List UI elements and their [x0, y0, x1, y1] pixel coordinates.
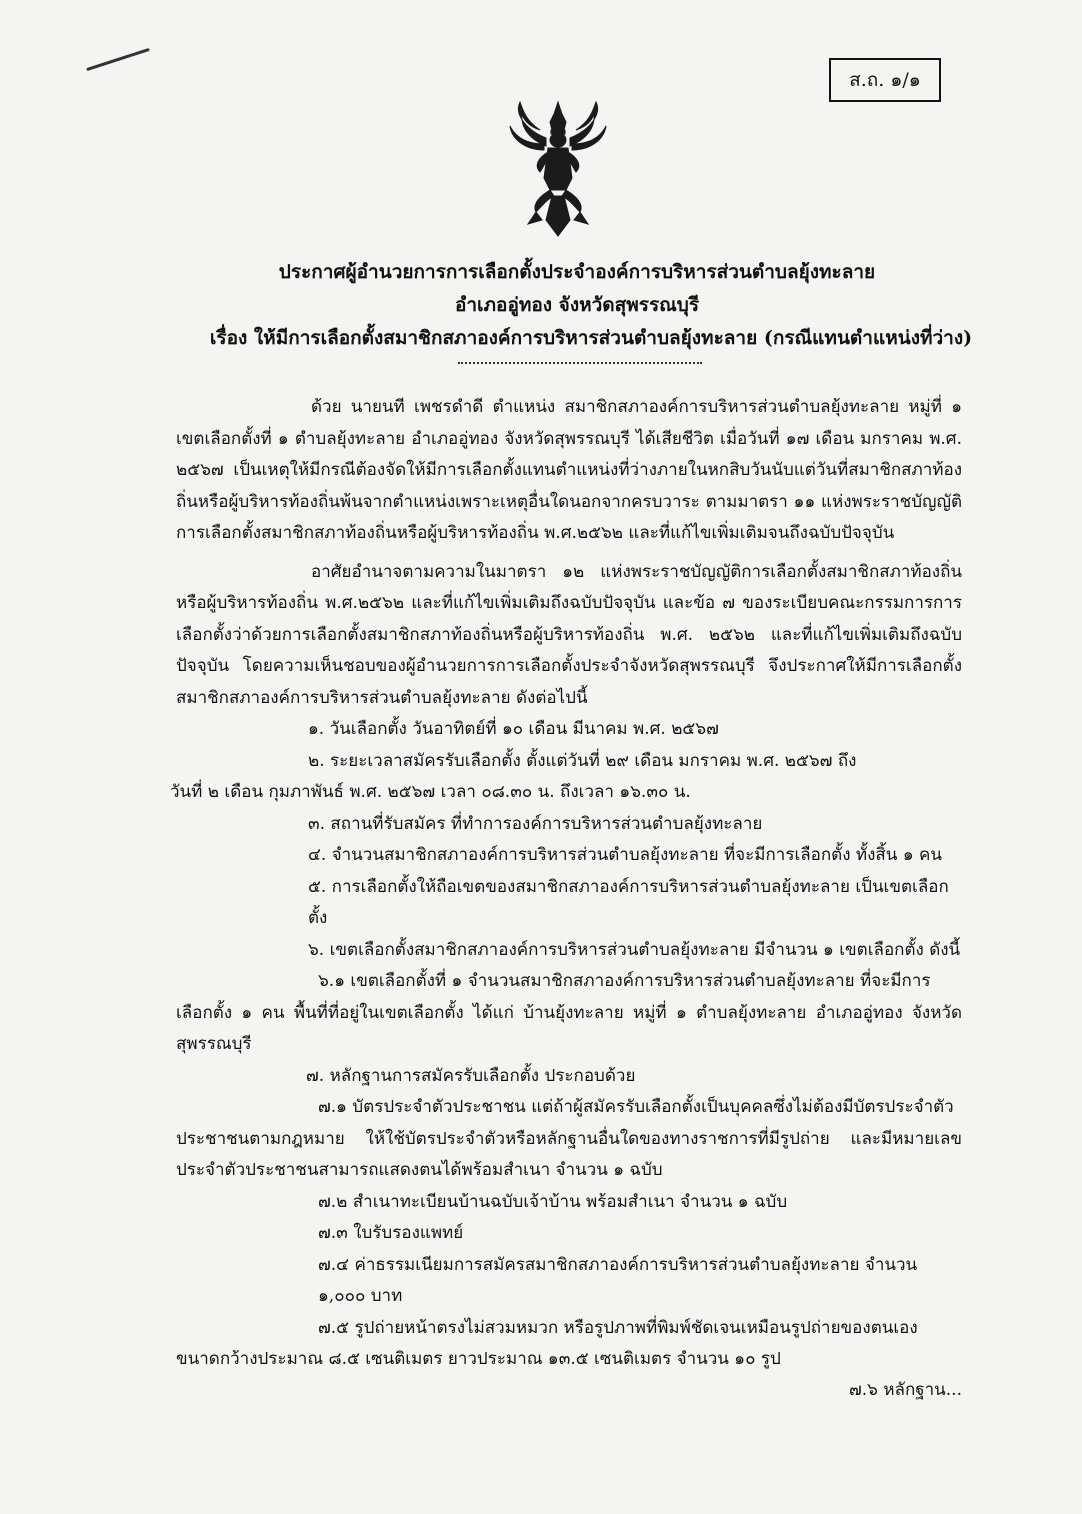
document-code-box [829, 58, 941, 102]
header-subject: เรื่อง ให้มีการเลือกตั้งสมาชิกสภาองค์การบริหารส่วนตำบลยุ้งทะลาย (กรณีแทนตำแหน่งที่ว่าง) [209, 327, 973, 349]
item-6-1: ๖.๑ เขตเลือกตั้งที่ ๑ จำนวนสมาชิกสภาองค์การบริหารส่วนตำบลยุ้งทะลาย ที่จะมีการ [318, 971, 931, 991]
item-7-2: ๗.๒ สำเนาทะเบียนบ้านฉบับเจ้าบ้าน พร้อมสำเนา จำนวน ๑ ฉบับ [318, 1191, 788, 1212]
item-7-5: ๗.๕ รูปถ่ายหน้าตรงไม่สวมหมวก หรือรูปภาพที่พิมพ์ชัดเจนเหมือนรูปถ่ายของตนเอง [318, 1317, 918, 1338]
item-6-1-continuation: เลือกตั้ง ๑ คน พื้นที่ที่อยู่ในเขตเลือกตั้ง ได้แก่ บ้านยุ้งทะลาย หมู่ที่ ๑ ตำบลยุ้งทะลาย อำเภออู่ทอง จังหวัดสุพรรณบุรี [176, 1002, 962, 1054]
dotted-separator [458, 362, 702, 364]
item-6: ๖. เขตเลือกตั้งสมาชิกสภาองค์การบริหารส่วนตำบลยุ้งทะลาย มีจำนวน ๑ เขตเลือกตั้ง ดังนี้ [308, 939, 961, 960]
header-title: ประกาศผู้อำนวยการการเลือกตั้งประจำองค์การบริหารส่วนตำบลยุ้งทะลาย [278, 261, 876, 283]
garuda-emblem [506, 100, 610, 240]
pen-mark [86, 48, 150, 71]
item-1: ๑. วันเลือกตั้ง วันอาทิตย์ที่ ๑๐ เดือน มีนาคม พ.ศ. ๒๕๖๗ [308, 719, 719, 739]
item-7-4: ๗.๔ ค่าธรรมเนียมการสมัครสมาชิกสภาองค์การบริหารส่วนตำบลยุ้งทะลาย จำนวน ๑,๐๐๐ บาท [318, 1254, 918, 1306]
item-7-5-continuation: ขนาดกว้างประมาณ ๘.๕ เซนติเมตร ยาวประมาณ ๑๓.๕ เซนติเมตร จำนวน ๑๐ รูป [176, 1349, 781, 1369]
item-2: ๒. ระยะเวลาสมัครรับเลือกตั้ง ตั้งแต่วันที่ ๒๙ เดือน มกราคม พ.ศ. ๒๕๖๗ ถึง [308, 750, 857, 771]
announcement-header [0, 256, 1082, 355]
item-2-continuation: วันที่ ๒ เดือน กุมภาพันธ์ พ.ศ. ๒๕๖๗ เวลา ๐๘.๓๐ น. ถึงเวลา ๑๖.๓๐ น. [170, 782, 691, 802]
item-4: ๔. จำนวนสมาชิกสภาองค์การบริหารส่วนตำบลยุ้งทะลาย ที่จะมีการเลือกตั้ง ทั้งสิ้น ๑ คน [308, 845, 943, 865]
paragraph-1: ด้วย นายนที เพชรดำดี ตำแหน่ง สมาชิกสภาองค์การบริหารส่วนตำบลยุ้งทะลาย หมู่ที่ ๑ เขตเลือกตั้งที่ ๑ ตำบลยุ้งทะลาย อำเภออู่ทอง จังหวัดสุพรรณบุรี ได้เสียชีวิต เมื่อวันที่ ๑๗ เดือน มกราคม พ.ศ. ๒๕๖๗ เป็นเหตุให้มีกรณีต้องจัดให้มีการเลือกตั้งแทนตำแหน่งที่ว่างภายในหกสิบวันนับแต่วันที่สมาชิกสภาท้องถิ่นหรือผู้บริหารท้องถิ่นพ้นจากตำแหน่งเพราะเหตุอื่นใดนอกจากครบวาระ ตามมาตรา ๑๑ แห่งพระราชบัญญัติการเลือกตั้งสมาชิกสภาท้องถิ่นหรือผู้บริหารท้องถิ่น พ.ศ.๒๕๖๒ และที่แก้ไขเพิ่มเติมจนถึงฉบับปัจจุบัน [176, 397, 962, 543]
announcement-body [170, 392, 962, 1376]
continuation-footer: ๗.๖ หลักฐาน... [848, 1380, 962, 1400]
item-5: ๕. การเลือกตั้งให้ถือเขตของสมาชิกสภาองค์การบริหารส่วนตำบลยุ้งทะลาย เป็นเขตเลือกตั้ง [308, 876, 949, 928]
item-7-1-continuation: ประชาชนตามกฎหมาย ให้ใช้บัตรประจำตัวหรือหลักฐานอื่นใดของทางราชการที่มีรูปถ่าย และมีหมายเลขประจำตัวประชาชนสามารถแสดงตนได้พร้อมสำเนา จำนวน ๑ ฉบับ [176, 1128, 962, 1180]
item-7: ๗. หลักฐานการสมัครรับเลือกตั้ง ประกอบด้วย [306, 1065, 636, 1086]
header-location: อำเภออู่ทอง จังหวัดสุพรรณบุรี [454, 294, 700, 316]
item-3: ๓. สถานที่รับสมัคร ที่ทำการองค์การบริหารส่วนตำบลยุ้งทะลาย [308, 813, 763, 834]
item-7-1: ๗.๑ บัตรประจำตัวประชาชน แต่ถ้าผู้สมัครรับเลือกตั้งเป็นบุคคลซึ่งไม่ต้องมีบัตรประจำตัว [318, 1097, 954, 1117]
document-code: ส.ถ. ๑/๑ [849, 69, 921, 91]
paragraph-2: อาศัยอำนาจตามความในมาตรา ๑๒ แห่งพระราชบัญญัติการเลือกตั้งสมาชิกสภาท้องถิ่นหรือผู้บริหารท้องถิ่น พ.ศ.๒๕๖๒ และที่แก้ไขเพิ่มเติมถึงฉบับปัจจุบัน และข้อ ๗ ของระเบียบคณะกรรมการการเลือกตั้งว่าด้วยการเลือกตั้งสมาชิกสภาท้องถิ่นหรือผู้บริหารท้องถิ่น พ.ศ. ๒๕๖๒ และที่แก้ไขเพิ่มเติมถึงฉบับปัจจุบัน โดยความเห็นชอบของผู้อำนวยการการเลือกตั้งประจำจังหวัดสุพรรณบุรี จึงประกาศให้มีการเลือกตั้งสมาชิกสภาองค์การบริหารส่วนตำบลยุ้งทะลาย ดังต่อไปนี้ [176, 561, 962, 708]
item-7-3: ๗.๓ ใบรับรองแพทย์ [318, 1223, 464, 1243]
